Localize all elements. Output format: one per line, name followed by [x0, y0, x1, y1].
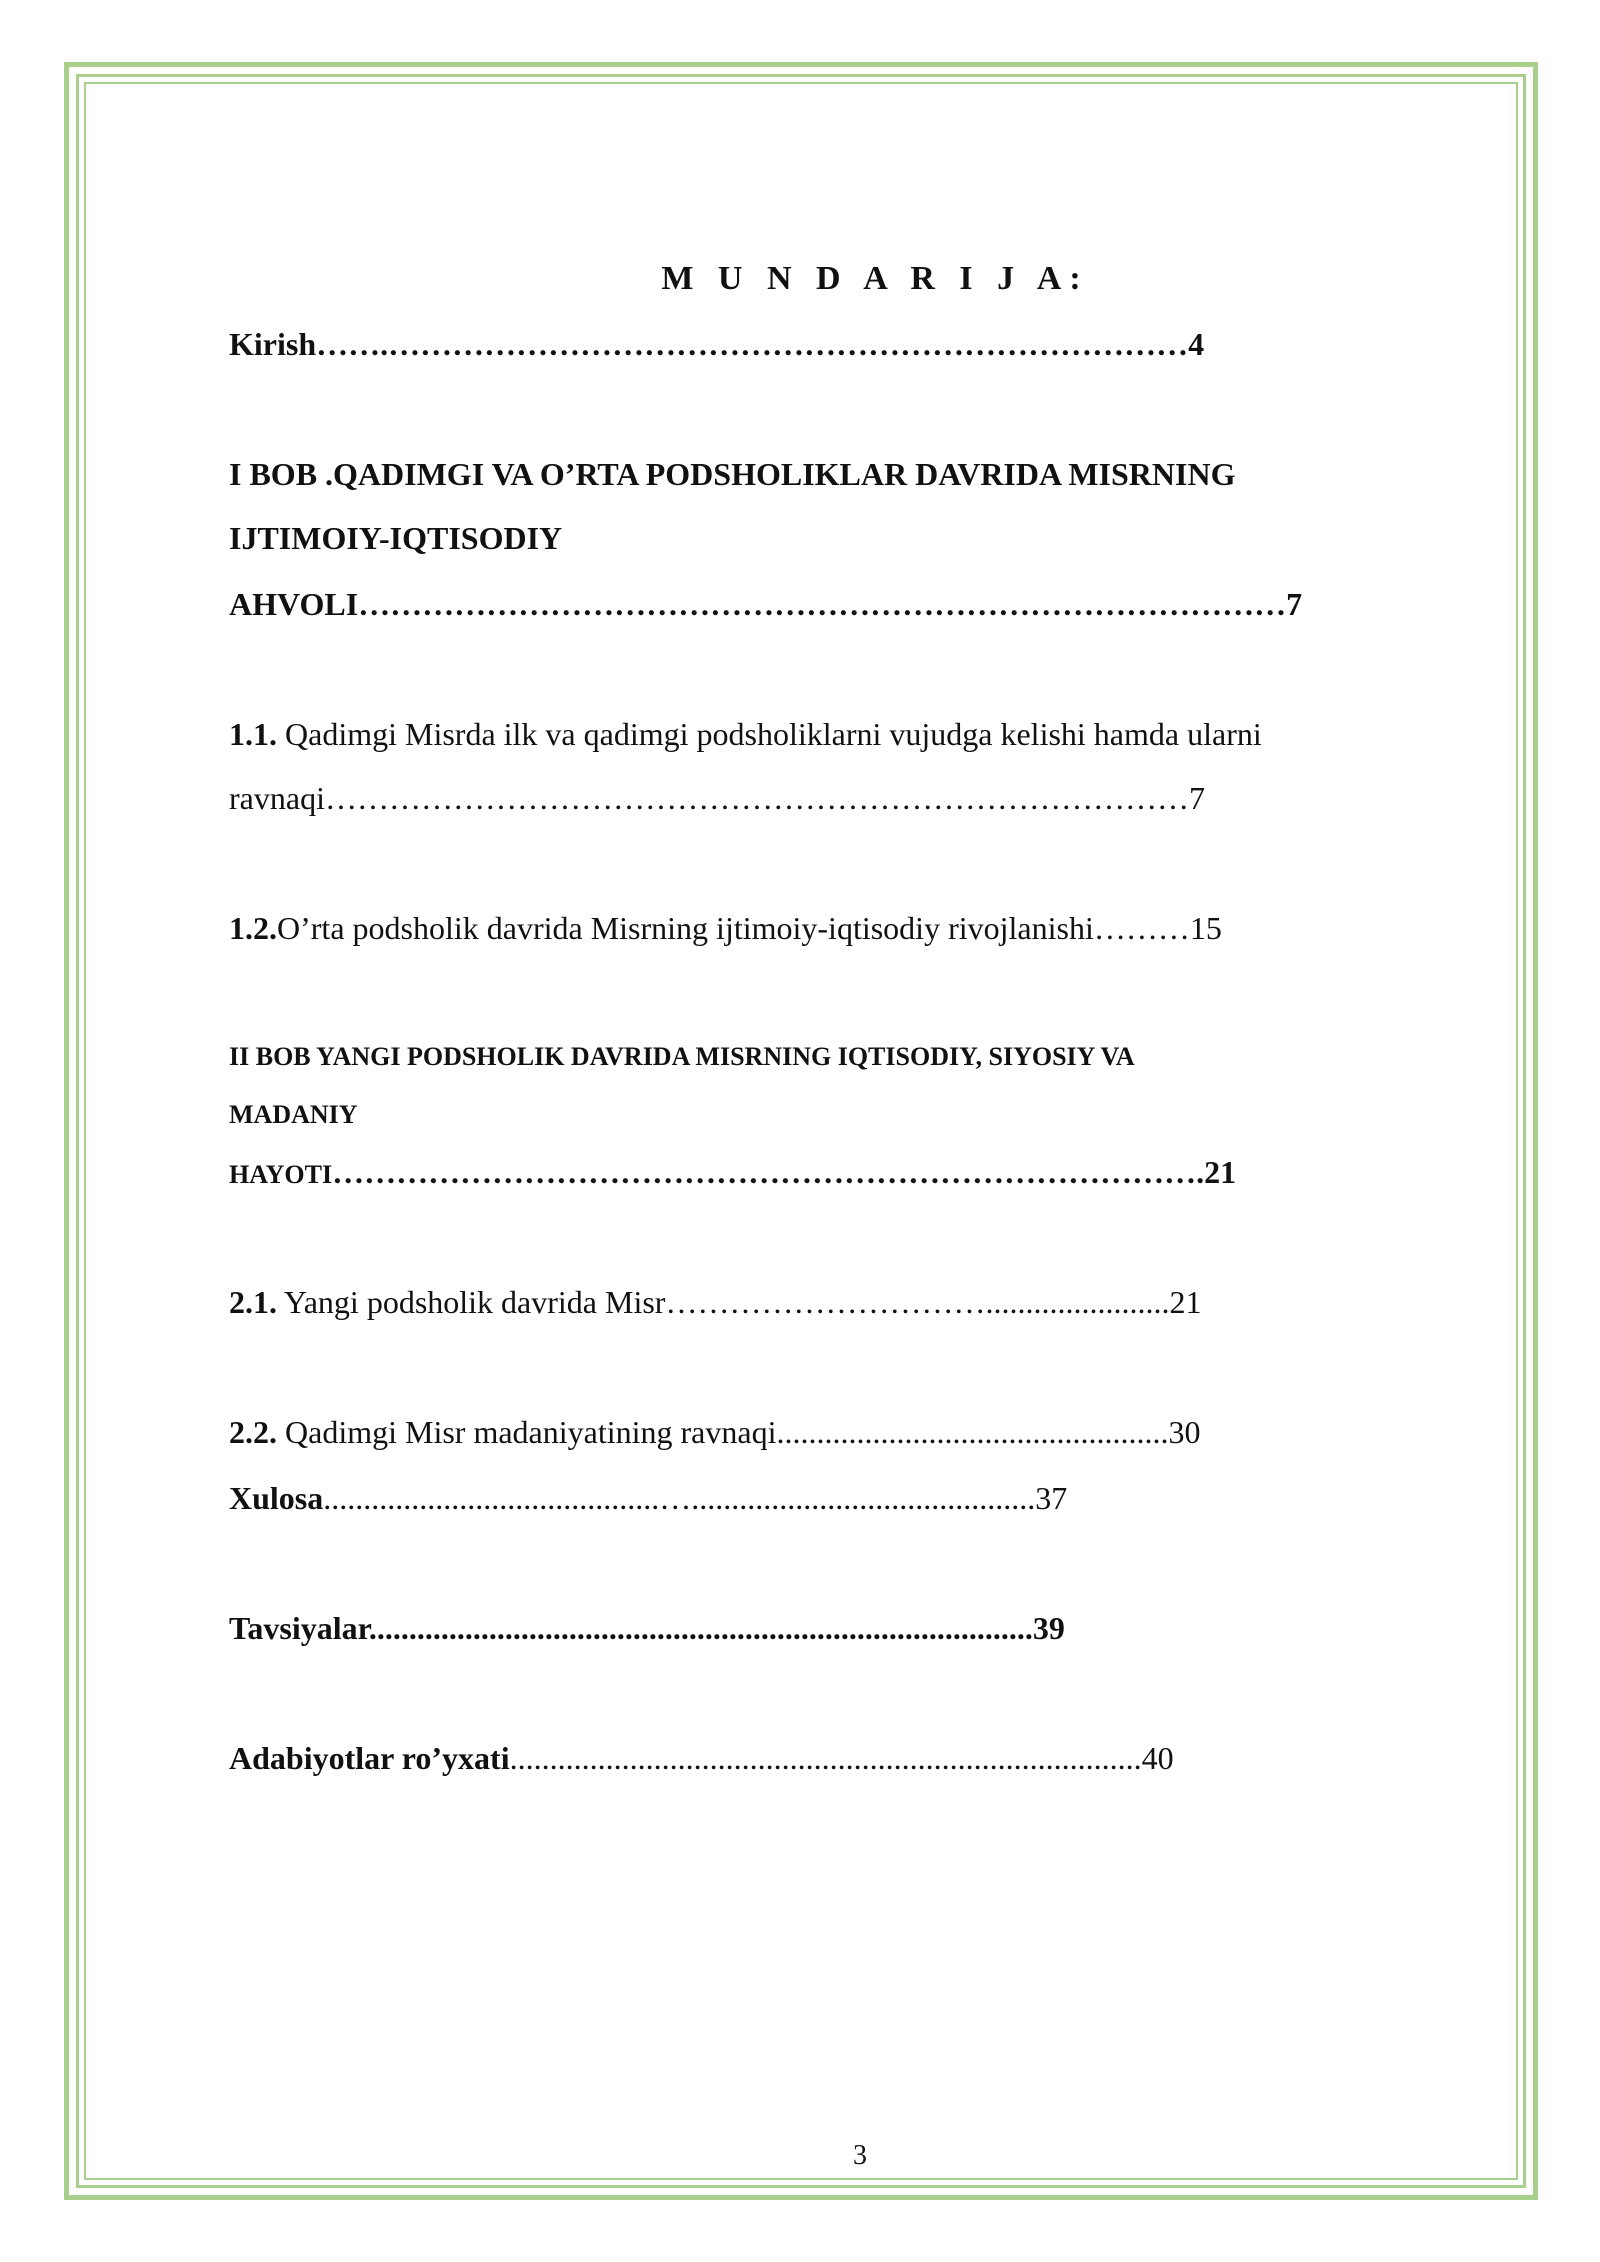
section-number: 1.2.: [229, 910, 277, 946]
toc-section-1-1-line2: ravnaqi………………………………………………………………………7: [229, 780, 1205, 816]
toc-section-2-2: [229, 1416, 1200, 1448]
section-title: Qadimgi Misrda ilk va qadimgi podsholiklarni vujudga kelishi hamda ularni: [277, 716, 1262, 752]
chapter2-hayoti-label: HAYOTI: [229, 1160, 333, 1189]
page-number: 3: [853, 2140, 867, 2171]
adabiyotlar-leader: ...............................................................................40: [509, 1740, 1174, 1776]
section-title: Yangi podsholik davrida Misr………………………….......................21: [277, 1284, 1202, 1320]
toc-chapter2-line2: MADANIY: [229, 1100, 358, 1129]
section-title: O’rta podsholik davrida Misrning ijtimoiy-iqtisodiy rivojlanishi………15: [277, 910, 1222, 946]
toc-chapter2-line1: II BOB YANGI PODSHOLIK DAVRIDA MISRNING IQTISODIY, SIYOSIY VA: [229, 1042, 1135, 1071]
toc-entry-adabiyotlar: [229, 1742, 1174, 1774]
section-number: 1.1.: [229, 716, 277, 752]
toc-chapter1-line3: AHVOLI……………………………………………………………………………7: [229, 586, 1303, 622]
toc-entry-kirish: Kirish…….…………………………………………………………………4: [229, 326, 1205, 362]
toc-section-2-1: [229, 1286, 1201, 1318]
toc-entry-xulosa: [229, 1482, 1067, 1514]
toc-section-1-2: [229, 912, 1222, 944]
toc-section-1-1: [229, 718, 1262, 750]
toc-chapter2-line3: [229, 1156, 1236, 1188]
chapter2-hayoti-leader: ……………………………………………………………………….21: [332, 1154, 1237, 1190]
page-border-inner: [84, 82, 1518, 2180]
xulosa-leader: ..........................................…...........................................37: [323, 1480, 1068, 1516]
section-number: 2.2.: [229, 1414, 277, 1450]
adabiyotlar-label: Adabiyotlar ro’yxati: [229, 1740, 510, 1776]
toc-title: M U N D A R I J A:: [661, 260, 1089, 297]
toc-entry-tavsiyalar: Tavsiyalar...................................................................................39: [229, 1610, 1065, 1646]
xulosa-label: Xulosa: [229, 1480, 324, 1516]
toc-chapter1-line1: I BOB .QADIMGI VA O’RTA PODSHOLIKLAR DAVRIDA MISRNING: [229, 456, 1236, 492]
section-title: Qadimgi Misr madaniyatining ravnaqi.................................................30: [277, 1414, 1201, 1450]
section-number: 2.1.: [229, 1284, 277, 1320]
toc-chapter1-line2: IJTIMOIY-IQTISODIY: [229, 520, 563, 556]
